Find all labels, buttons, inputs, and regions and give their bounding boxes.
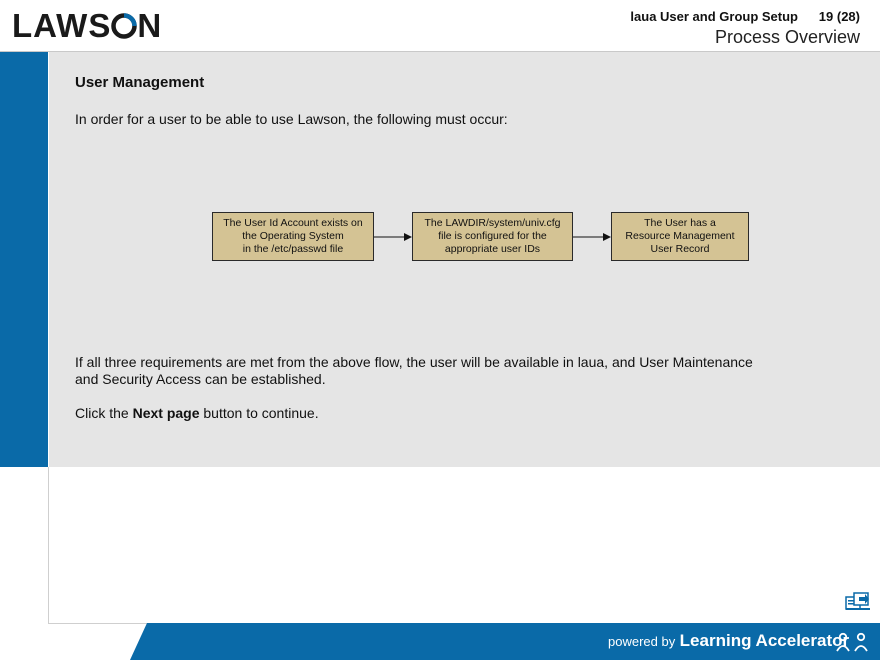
section-title: Process Overview (714, 27, 860, 47)
flow-box-line: The User Id Account exists on (223, 217, 363, 229)
instruction-text: Click the (75, 405, 133, 421)
flow-box-line: the Operating System (242, 230, 344, 242)
intro-text: In order for a user to be able to use Lawson, the following must occur: (75, 111, 508, 127)
flow-box-line: Resource Management (625, 230, 735, 242)
course-title: laua User and Group Setup (630, 9, 798, 24)
powered-by-text: powered by (608, 634, 676, 649)
footer-branding (608, 631, 849, 651)
page-heading: User Management (75, 74, 205, 91)
flow-box-line: file is configured for the (438, 230, 547, 242)
product-name: Learning Accelerator (679, 631, 850, 650)
flow-box-line: User Record (650, 243, 710, 255)
next-page-label: Next page (132, 405, 200, 421)
logo-text-start: LAWS (12, 7, 112, 44)
flow-box-line: in the /etc/passwd file (242, 243, 344, 255)
logo-text-end: N (137, 7, 163, 44)
page-number: 19 (28) (818, 9, 860, 24)
people-icon (835, 632, 871, 652)
flow-box-line: The User has a (644, 217, 716, 229)
next-page-icon[interactable] (845, 589, 871, 611)
instruction-text-end: button to continue. (199, 405, 319, 421)
instruction-paragraph (75, 405, 319, 421)
requirements-paragraph: If all three requirements are met from the above flow, the user will be available in laua, and User Maintenance and Security Access can be established. (75, 354, 753, 387)
flow-box-line: The LAWDIR/system/univ.cfg (424, 217, 561, 229)
flow-box-line: appropriate user IDs (444, 243, 541, 255)
